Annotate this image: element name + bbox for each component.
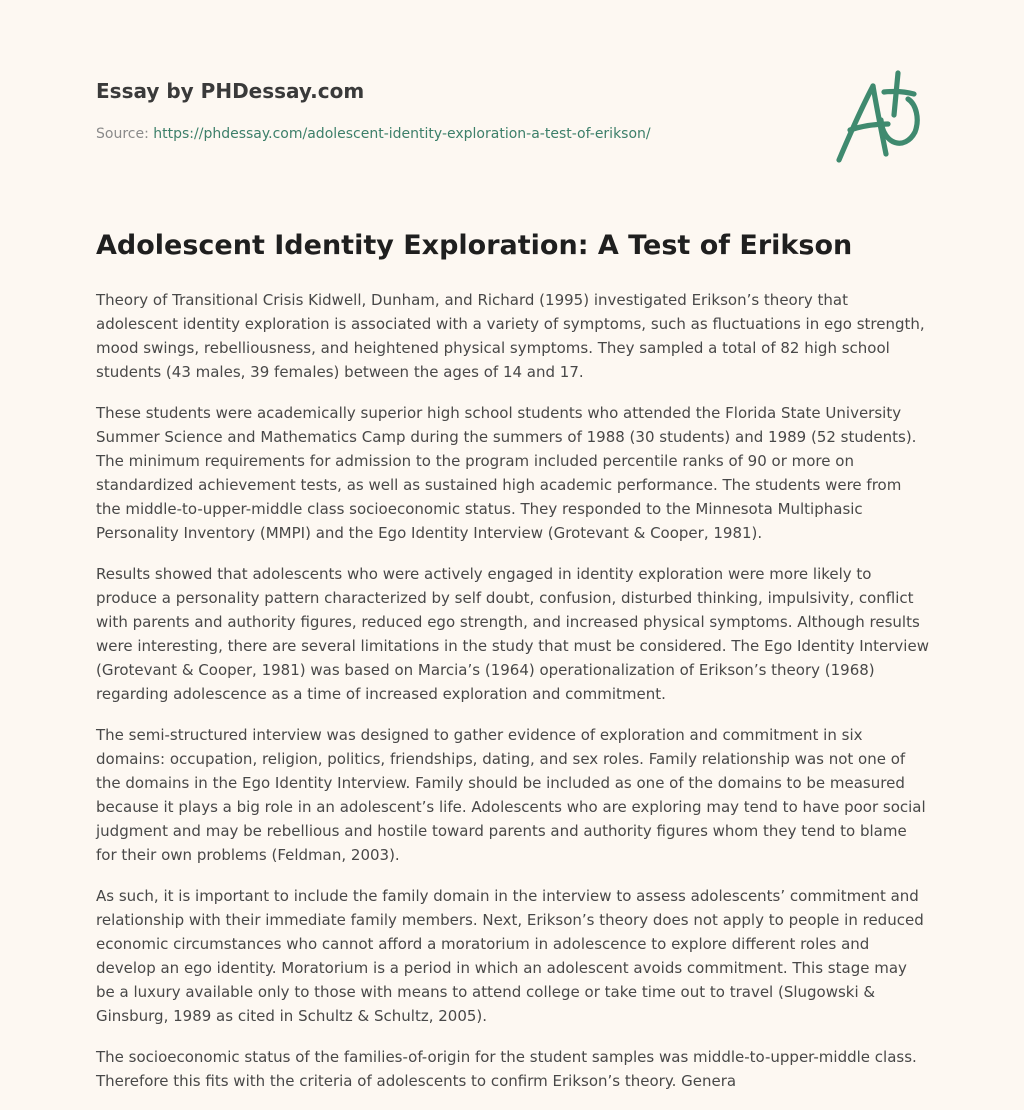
source-label: Source:	[96, 126, 149, 142]
source-line	[96, 124, 716, 144]
paragraph-6: The socioeconomic status of the families-of-origin for the student samples was middle-to-upper-middle class. Therefore this fits with the criteria of adolescents to confirm Erikson’s theory. Genera	[96, 1048, 917, 1090]
paragraph-3: Results showed that adolescents who were actively engaged in identity exploration were more likely to produce a personality pattern characterized by self doubt, confusion, disturbed thinking, impulsivity, conflict with parents and authority figures, reduced ego strength, and increased physical symptoms. Although results were interesting, there are several limitations in the study that must be considered. The Ego Identity Interview (Grotevant & Cooper, 1981) was based on Marcia’s (1964) operationalization of Erikson’s theory (1968) regarding adolescence as a time of increased exploration and commitment.	[96, 565, 929, 703]
source-link[interactable]: https://phdessay.com/adolescent-identity-exploration-a-test-of-erikson/	[153, 126, 651, 142]
paragraph-4: The semi-structured interview was designed to gather evidence of exploration and commitment in six domains: occupation, religion, politics, friendships, dating, and sex roles. Family relationship was not one of the domains in the Ego Identity Interview. Family should be included as one of the domains to be measured because it plays a big role in an adolescent’s life. Adolescents who are exploring may tend to have poor social judgment and may be rebellious and hostile toward parents and authority figures whom they tend to blame for their own problems (Feldman, 2003).	[96, 726, 926, 864]
essay-article	[96, 228, 930, 1110]
article-title: Adolescent Identity Exploration: A Test of Erikson	[96, 230, 853, 261]
paragraph-5: As such, it is important to include the family domain in the interview to assess adolescents’ commitment and relationship with their immediate family members. Next, Erikson’s theory does not apply to people in reduced economic circumstances who cannot afford a moratorium in adolescence to explore different roles and develop an ego identity. Moratorium is a period in which an adolescent avoids commitment. This stage may be a luxury available only to those with means to attend college or take time out to travel (Slugowski & Ginsburg, 1989 as cited in Schultz & Schultz, 2005).	[96, 887, 924, 1025]
paragraph-2: These students were academically superior high school students who attended the Florida State University Summer Science and Mathematics Camp during the summers of 1988 (30 students) and 1989 (52 students). The minimum requirements for admission to the program included percentile ranks of 90 or more on standardized achievement tests, as well as sustained high academic performance. The students were from the middle-to-upper-middle class socioeconomic status. They responded to the Minnesota Multiphasic Personality Inventory (MMPI) and the Ego Identity Interview (Grotevant & Cooper, 1981).	[96, 404, 917, 542]
site-title: Essay by PHDessay.com	[96, 79, 365, 103]
aplus-logo-icon	[828, 67, 928, 167]
site-header	[96, 76, 716, 144]
paragraph-1: Theory of Transitional Crisis Kidwell, Dunham, and Richard (1995) investigated Erikson’s theory that adolescent identity exploration is associated with a variety of symptoms, such as fluctuations in ego strength, mood swings, rebelliousness, and heightened physical symptoms. They sampled a total of 82 high school students (43 males, 39 females) between the ages of 14 and 17.	[96, 291, 925, 381]
